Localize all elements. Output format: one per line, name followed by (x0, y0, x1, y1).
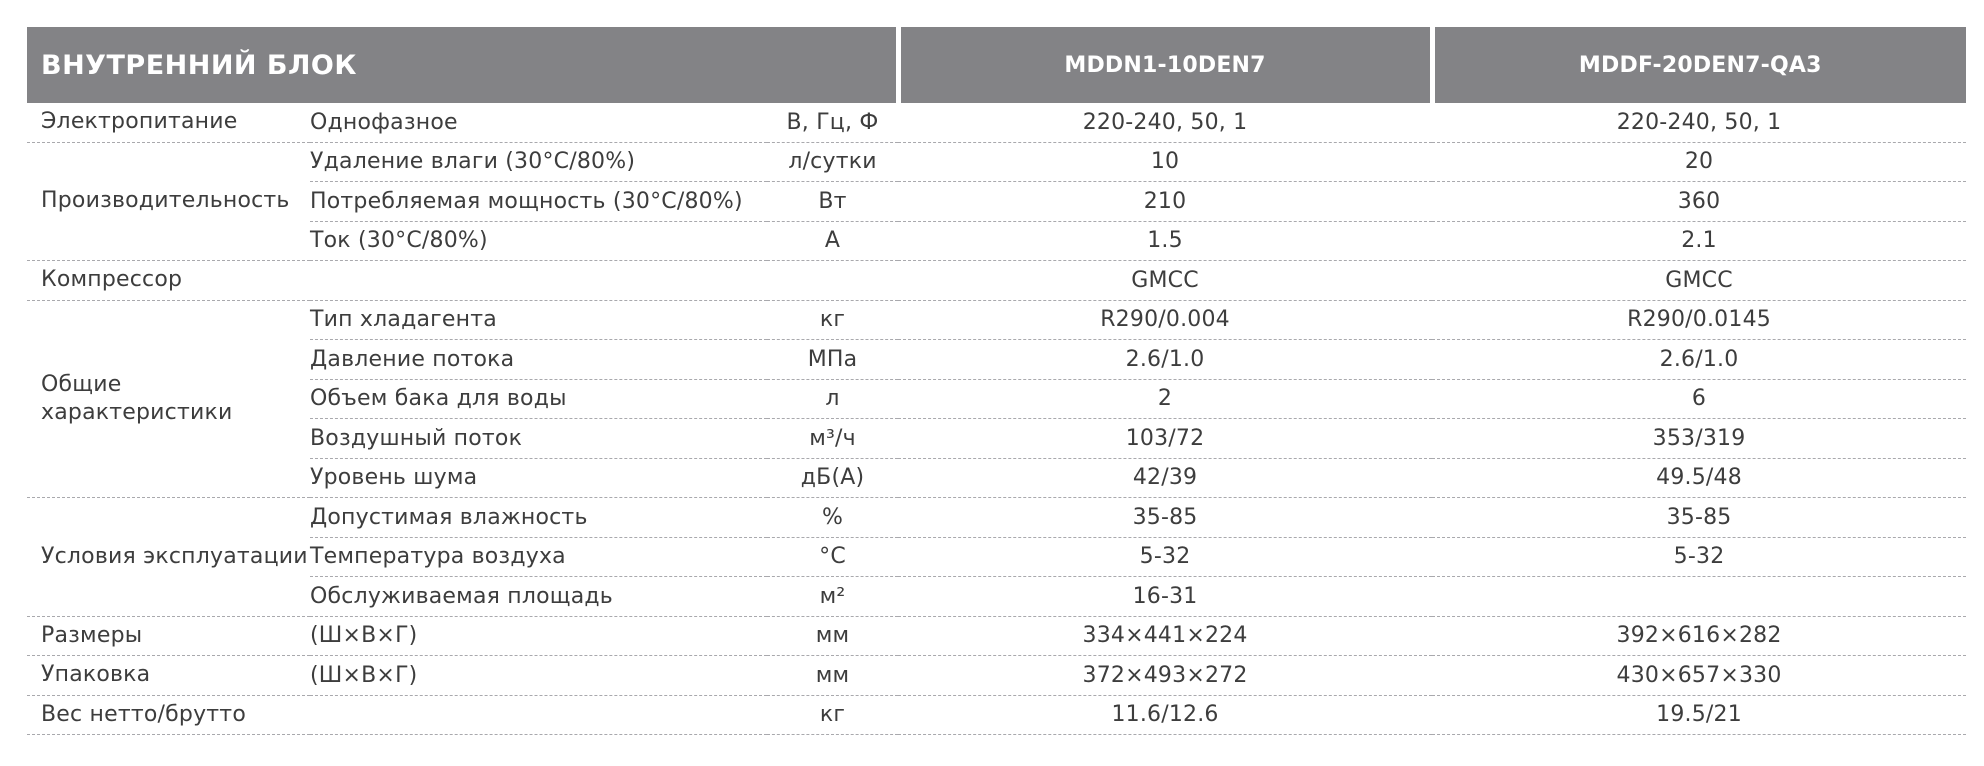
spec-table-container (27, 27, 1966, 735)
param-cell: Удаление влаги (30°C/80%) (310, 142, 767, 182)
unit-cell: л (767, 379, 898, 419)
value-model-2-cell (1432, 577, 1966, 617)
value-model-1-cell: 10 (898, 142, 1432, 182)
value-model-2-cell: 430×657×330 (1432, 656, 1966, 696)
table-row (27, 498, 1966, 538)
header-title: ВНУТРЕННИЙ БЛОК (27, 27, 898, 103)
value-model-2-cell: GMCC (1432, 261, 1966, 301)
param-cell: Давление потока (310, 340, 767, 380)
group-label: Вес нетто/брутто (27, 695, 310, 735)
value-model-2-cell: 20 (1432, 142, 1966, 182)
table-row (27, 221, 1966, 261)
table-row (27, 577, 1966, 617)
header-model-1: MDDN1-10DEN7 (898, 27, 1432, 103)
unit-cell: кг (767, 300, 898, 340)
param-cell: Воздушный поток (310, 419, 767, 459)
value-model-2-cell: 2.6/1.0 (1432, 340, 1966, 380)
param-cell (310, 261, 767, 301)
group-label: Электропитание (27, 103, 310, 142)
table-row (27, 458, 1966, 498)
group-label: Производительность (27, 142, 310, 261)
value-model-1-cell: 1.5 (898, 221, 1432, 261)
table-header (27, 27, 1966, 103)
value-model-2-cell: R290/0.0145 (1432, 300, 1966, 340)
table-body (27, 103, 1966, 735)
group-label: Размеры (27, 616, 310, 656)
table-row (27, 340, 1966, 380)
param-cell: Тип хладагента (310, 300, 767, 340)
table-row (27, 537, 1966, 577)
unit-cell: м³/ч (767, 419, 898, 459)
value-model-2-cell: 220-240, 50, 1 (1432, 103, 1966, 142)
table-row (27, 695, 1966, 735)
unit-cell: Вт (767, 182, 898, 222)
table-row (27, 103, 1966, 142)
value-model-2-cell: 19.5/21 (1432, 695, 1966, 735)
unit-cell: °C (767, 537, 898, 577)
unit-cell: мм (767, 616, 898, 656)
value-model-1-cell: 2 (898, 379, 1432, 419)
param-cell: Уровень шума (310, 458, 767, 498)
value-model-1-cell: 11.6/12.6 (898, 695, 1432, 735)
unit-cell: В, Гц, Ф (767, 103, 898, 142)
value-model-2-cell: 360 (1432, 182, 1966, 222)
unit-cell: м² (767, 577, 898, 617)
table-row (27, 300, 1966, 340)
param-cell: Температура воздуха (310, 537, 767, 577)
table-row (27, 182, 1966, 222)
value-model-1-cell: 220-240, 50, 1 (898, 103, 1432, 142)
param-cell: (Ш×В×Г) (310, 656, 767, 696)
value-model-2-cell: 6 (1432, 379, 1966, 419)
param-cell: Обслуживаемая площадь (310, 577, 767, 617)
value-model-1-cell: 372×493×272 (898, 656, 1432, 696)
unit-cell: кг (767, 695, 898, 735)
table-row (27, 419, 1966, 459)
value-model-1-cell: 103/72 (898, 419, 1432, 459)
group-label: Общие характеристики (27, 300, 310, 498)
param-cell: Однофазное (310, 103, 767, 142)
param-cell: Объем бака для воды (310, 379, 767, 419)
header-row (27, 27, 1966, 103)
param-cell (310, 695, 767, 735)
table-row (27, 656, 1966, 696)
value-model-1-cell: 2.6/1.0 (898, 340, 1432, 380)
value-model-1-cell: 35-85 (898, 498, 1432, 538)
unit-cell: дБ(А) (767, 458, 898, 498)
value-model-1-cell: 210 (898, 182, 1432, 222)
table-row (27, 261, 1966, 301)
value-model-1-cell: 5-32 (898, 537, 1432, 577)
value-model-1-cell: R290/0.004 (898, 300, 1432, 340)
table-row (27, 142, 1966, 182)
param-cell: Допустимая влажность (310, 498, 767, 538)
value-model-1-cell: 16-31 (898, 577, 1432, 617)
value-model-1-cell: GMCC (898, 261, 1432, 301)
table-row (27, 616, 1966, 656)
group-label: Компрессор (27, 261, 310, 301)
unit-cell: л/сутки (767, 142, 898, 182)
value-model-1-cell: 334×441×224 (898, 616, 1432, 656)
unit-cell: МПа (767, 340, 898, 380)
unit-cell (767, 261, 898, 301)
param-cell: Ток (30°C/80%) (310, 221, 767, 261)
value-model-2-cell: 392×616×282 (1432, 616, 1966, 656)
unit-cell: % (767, 498, 898, 538)
value-model-2-cell: 2.1 (1432, 221, 1966, 261)
group-label: Упаковка (27, 656, 310, 696)
table-row (27, 379, 1966, 419)
unit-cell: А (767, 221, 898, 261)
group-label: Условия эксплуатации (27, 498, 310, 617)
spec-table (27, 27, 1966, 735)
param-cell: (Ш×В×Г) (310, 616, 767, 656)
value-model-2-cell: 353/319 (1432, 419, 1966, 459)
value-model-2-cell: 35-85 (1432, 498, 1966, 538)
unit-cell: мм (767, 656, 898, 696)
value-model-2-cell: 5-32 (1432, 537, 1966, 577)
param-cell: Потребляемая мощность (30°C/80%) (310, 182, 767, 222)
header-model-2: MDDF-20DEN7-QA3 (1432, 27, 1966, 103)
value-model-1-cell: 42/39 (898, 458, 1432, 498)
value-model-2-cell: 49.5/48 (1432, 458, 1966, 498)
